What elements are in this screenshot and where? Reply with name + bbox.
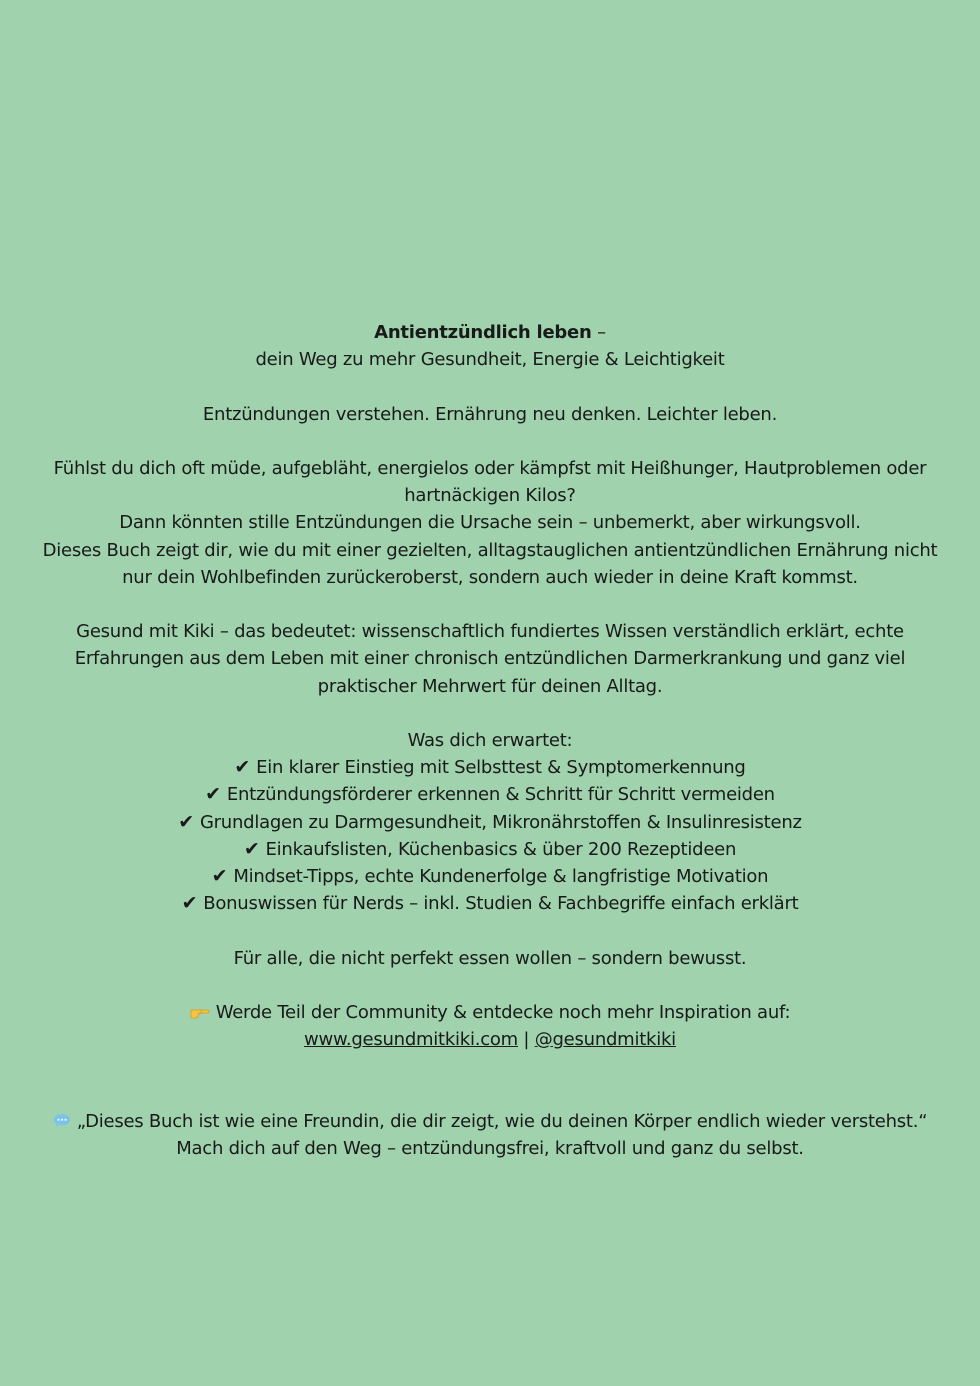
links-line	[0, 1026, 980, 1053]
website-link[interactable]: www.gesundmitkiki.com	[304, 1029, 518, 1051]
expect-item: ✔ Mindset-Tipps, echte Kundenerfolge & langfristige Motivation	[211, 865, 769, 887]
social-handle-link[interactable]: @gesundmitkiki	[534, 1029, 676, 1051]
book-title: Antientzündlich leben	[374, 322, 592, 343]
expect-item: ✔ Entzündungsförderer erkennen & Schritt für Schritt vermeiden	[205, 783, 775, 806]
audience-line: Für alle, die nicht perfekt essen wollen – sondern bewusst.	[233, 947, 747, 969]
link-separator: |	[517, 1029, 535, 1051]
check-icon: ✔	[211, 865, 228, 887]
quote-text: „Dieses Buch ist wie eine Freundin, die dir zeigt, wie du deinen Körper endlich wieder verstehst.“	[76, 1110, 928, 1132]
title-line	[0, 319, 980, 346]
check-icon: ✔	[205, 783, 221, 806]
about-line: Erfahrungen aus dem Leben mit einer chronisch entzündlichen Darmerkrankung und ganz viel	[74, 648, 906, 670]
intro-line: Dann könnten stille Entzündungen die Ursache sein – unbemerkt, aber wirkungsvoll.	[119, 512, 861, 534]
quote-line	[0, 1108, 980, 1135]
about-line: Gesund mit Kiki – das bedeutet: wissenschaftlich fundiertes Wissen verständlich erklärt, echte	[76, 621, 904, 643]
cover-text	[0, 319, 980, 1162]
community-text: Werde Teil der Community & entdecke noch mehr Inspiration auf:	[215, 1001, 791, 1023]
speech-bubble-icon	[53, 1109, 71, 1124]
check-icon: ✔	[178, 810, 194, 833]
about-line: praktischer Mehrwert für deinen Alltag.	[317, 675, 663, 697]
check-icon: ✔	[234, 756, 251, 779]
intro-line: Fühlst du dich oft müde, aufgebläht, energielos oder kämpfst mit Heißhunger, Hautproblemen oder	[53, 457, 927, 479]
intro-line: Dieses Buch zeigt dir, wie du mit einer gezielten, alltagstauglichen antientzündlichen Ernährung nicht	[42, 539, 938, 561]
subtitle: dein Weg zu mehr Gesundheit, Energie & Leichtigkeit	[255, 349, 725, 371]
expect-heading: Was dich erwartet:	[407, 729, 573, 751]
intro-line: hartnäckigen Kilos?	[404, 485, 576, 507]
title-dash: –	[591, 322, 606, 343]
closing-line: Mach dich auf den Weg – entzündungsfrei, kraftvoll und ganz du selbst.	[176, 1137, 804, 1159]
tagline: Entzündungen verstehen. Ernährung neu denken. Leichter leben.	[202, 403, 778, 425]
intro-line: nur dein Wohlbefinden zurückeroberst, sondern auch wieder in deine Kraft kommst.	[122, 566, 858, 588]
expect-item: ✔ Bonuswissen für Nerds – inkl. Studien & Fachbegriffe einfach erklärt	[181, 892, 799, 915]
pointing-hand-icon	[190, 1000, 210, 1014]
check-icon: ✔	[243, 837, 260, 860]
expect-item: ✔ Einkaufslisten, Küchenbasics & über 200 Rezeptideen	[243, 837, 737, 860]
expect-item: ✔ Ein klarer Einstieg mit Selbsttest & Symptomerkennung	[234, 756, 746, 779]
check-icon: ✔	[181, 892, 198, 915]
community-line	[0, 999, 980, 1026]
expect-item: ✔ Grundlagen zu Darmgesundheit, Mikronährstoffen & Insulinresistenz	[178, 810, 802, 833]
